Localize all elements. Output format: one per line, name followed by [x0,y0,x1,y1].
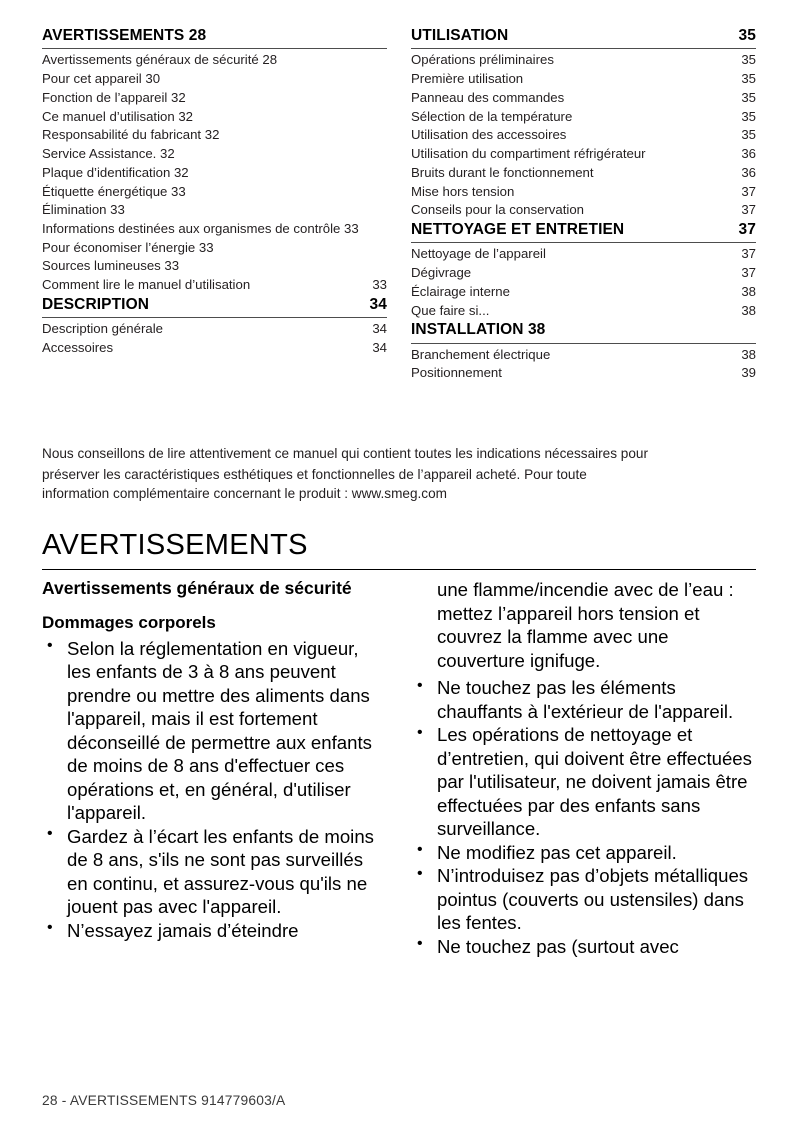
toc-entry-label: Opérations préliminaires [411,52,554,68]
toc-entry[interactable] [42,108,387,127]
section-heading-avertissements-generaux: Avertissements généraux de sécurité [42,578,352,598]
toc-entry-label: Responsabilité du fabricant 32 [42,127,220,143]
toc-entry[interactable] [411,70,756,89]
toc-entry-label: Plaque d’identification 32 [42,164,189,180]
toc-entry[interactable] [42,145,387,164]
toc-entry[interactable] [411,364,756,383]
toc-entry-label: Sources lumineuses 33 [42,258,180,274]
toc-entry-label: Branchement électrique [411,346,551,362]
toc-entry[interactable] [42,126,387,145]
toc-entry[interactable] [411,283,756,302]
page-title: AVERTISSEMENTS [42,529,308,561]
toc-chapter-label: UTILISATION [411,27,509,44]
list-item: • Les opérations de nettoyage et d’entretien, qui doivent être effectuées par l'utilisateur, ne doivent jamais être effectuées par des enfants sans surveillance. [412,723,756,841]
continued-text: une flamme/incendie avec de l’eau : mettez l’appareil hors tension et couvrez la flamme avec une couverture ignifuge. [437,579,734,671]
toc-entry-page: 35 [741,52,756,68]
toc-entry[interactable] [42,183,387,202]
toc-entry-page: 38 [741,283,756,299]
toc-entry[interactable] [411,164,756,183]
toc-entry-label: Accessoires [42,340,114,356]
title-divider [42,569,756,570]
toc-right-column [411,26,756,383]
toc-divider [411,48,756,49]
toc-entry-label: Sélection de la température [411,108,573,124]
toc-entry[interactable] [42,51,387,70]
toc-entry-label: Description générale [42,321,163,337]
toc-entry-page: 39 [741,365,756,381]
toc-entry-label: Pour cet appareil 30 [42,71,161,87]
toc-entry-page: 37 [741,246,756,262]
toc-chapter-page: 34 [369,295,387,313]
toc-entry[interactable] [42,89,387,108]
toc-entry-label: Utilisation du compartiment réfrigérateur [411,146,646,162]
toc-entry-label: Nettoyage de l’appareil [411,246,546,262]
toc-chapter-page: 37 [738,220,756,238]
toc-chapter-label: INSTALLATION 38 [411,321,546,339]
toc-entry-label: Utilisation des accessoires [411,127,567,143]
toc-entry[interactable] [411,346,756,365]
toc-entry[interactable] [42,257,387,276]
toc-entry-label: Bruits durant le fonctionnement [411,164,594,180]
list-item: • N’essayez jamais d’éteindre [42,919,386,943]
toc-entry[interactable] [411,89,756,108]
toc-chapter-label: AVERTISSEMENTS 28 [42,27,207,44]
toc-chapter-label: NETTOYAGE ET ENTRETIEN [411,220,625,238]
list-item: • N’introduisez pas d’objets métalliques pointus (couverts ou ustensiles) dans les fentes. [412,864,756,935]
toc-chapter-nettoyage[interactable] [411,220,756,240]
toc-divider [411,242,756,243]
toc-entry-label: Panneau des commandes [411,89,565,105]
toc-entry[interactable] [411,51,756,70]
toc-entry-label: Pour économiser l’énergie 33 [42,239,214,255]
toc-entry-page: 37 [741,202,756,218]
toc-entry[interactable] [42,220,387,239]
toc-chapter-avertissements[interactable] [42,26,387,46]
toc-chapter-page: 35 [738,27,756,44]
toc-chapter-description[interactable] [42,295,387,315]
toc-entry-label: Première utilisation [411,71,524,87]
toc-entry[interactable] [411,145,756,164]
toc-chapter-installation[interactable] [411,320,756,340]
list-item: • Gardez à l’écart les enfants de moins de 8 ans, s'ils ne sont pas surveillés en continu, et assurez-vous qu'ils ne jouent pas avec l'appareil. [42,825,386,919]
toc-entry[interactable] [42,201,387,220]
toc-entry[interactable] [42,239,387,258]
toc-entry-label: Dégivrage [411,265,472,281]
toc-entry-label: Avertissements généraux de sécurité 28 [42,52,278,68]
toc-entry[interactable] [411,108,756,127]
toc-entry-page: 33 [372,277,387,293]
toc-entry[interactable] [411,201,756,220]
toc-entry-label: Comment lire le manuel d’utilisation [42,277,251,293]
toc-entry-label: Mise hors tension [411,183,515,199]
toc-entry-label: Service Assistance. 32 [42,146,175,162]
toc-entry-label: Que faire si... [411,302,490,318]
toc-entry-label: Positionnement [411,365,502,381]
toc-entry[interactable] [42,70,387,89]
intro-line-3: information complémentaire concernant le produit : www.smeg.com [42,486,447,502]
toc-entry[interactable] [411,126,756,145]
toc-entry-page: 34 [372,340,387,356]
toc-entry-page: 35 [741,71,756,87]
subsection-heading-dommages-corporels: Dommages corporels [42,612,216,632]
body-content [42,578,756,958]
toc-entry-label: Conseils pour la conservation [411,202,584,218]
intro-paragraph [42,443,756,504]
toc-entry-label: Éclairage interne [411,283,510,299]
toc-entry-label: Élimination 33 [42,202,125,218]
toc-entry[interactable] [42,320,387,339]
table-of-contents [42,26,756,383]
toc-left-column [42,26,387,383]
toc-divider [411,343,756,344]
toc-entry-page: 38 [741,346,756,362]
toc-entry[interactable] [411,302,756,321]
toc-entry[interactable] [42,339,387,358]
toc-entry-page: 35 [741,127,756,143]
body-left-column [42,578,386,958]
toc-entry-page: 35 [741,108,756,124]
toc-entry-page: 37 [741,265,756,281]
list-item: • Selon la réglementation en vigueur, les enfants de 3 à 8 ans peuvent prendre ou mettre des aliments dans l'appareil, mais il est fortement déconseillé de permettre aux enfants de moins de 8 ans d'effectuer ces opérations et, en général, d'utiliser l'appareil. [42,637,386,825]
toc-entry-label: Ce manuel d’utilisation 32 [42,108,194,124]
toc-entry-page: 34 [372,321,387,337]
toc-entry-page: 35 [741,89,756,105]
toc-entry[interactable] [411,183,756,202]
list-item: • Ne modifiez pas cet appareil. [412,841,756,865]
toc-entry-page: 36 [741,146,756,162]
warning-list-left [42,637,386,943]
toc-entry[interactable] [42,276,387,295]
intro-line-1: Nous conseillons de lire attentivement ce manuel qui contient toutes les indications nécessaires pour [42,446,649,461]
page-footer: 28 - AVERTISSEMENTS 914779603/A [42,1093,286,1108]
toc-divider [42,48,387,49]
list-item: • Ne touchez pas les éléments chauffants à l'extérieur de l'appareil. [412,676,756,723]
toc-entry[interactable] [42,164,387,183]
toc-entry-page: 38 [741,302,756,318]
toc-chapter-label: DESCRIPTION [42,295,150,313]
intro-line-2: préserver les caractéristiques esthétiques et fonctionnelles de l’appareil acheté. Pour toute [42,467,587,483]
toc-chapter-utilisation[interactable] [411,26,756,46]
warning-list-right [412,676,756,958]
toc-entry-label: Informations destinées aux organismes de contrôle 33 [42,220,359,236]
list-item: • Ne touchez pas (surtout avec [412,935,756,959]
toc-entry-page: 36 [741,164,756,180]
toc-entry-label: Fonction de l’appareil 32 [42,89,186,105]
body-right-column [412,578,756,958]
toc-entry-label: Étiquette énergétique 33 [42,183,186,199]
toc-entry[interactable] [411,264,756,283]
toc-entry-page: 37 [741,183,756,199]
toc-entry[interactable] [411,245,756,264]
toc-divider [42,317,387,318]
